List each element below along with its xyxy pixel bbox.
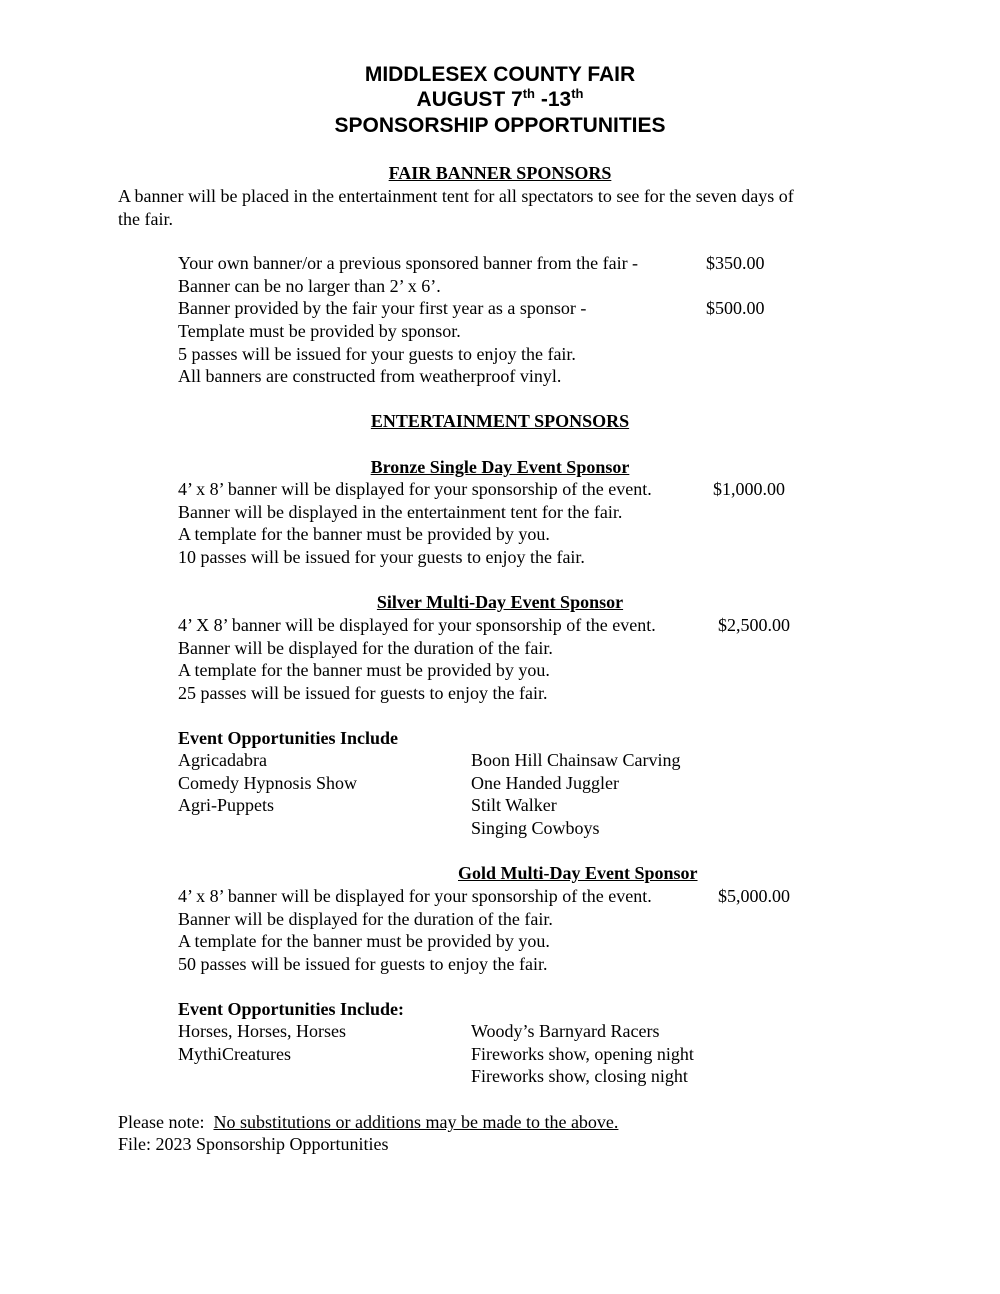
silver-detail-line: A template for the banner must be provided by you.	[178, 660, 550, 681]
event-item: Agricadabra	[178, 750, 267, 770]
dates-end-suffix: th	[571, 86, 584, 101]
bronze-detail-line: 4’ x 8’ banner will be displayed for your sponsorship of the event.	[178, 479, 652, 499]
bronze-details	[178, 478, 652, 569]
banner-detail-line: 5 passes will be issued for your guests to enjoy the fair.	[178, 343, 576, 364]
banner-detail-line: Banner can be no larger than 2’ x 6’.	[178, 275, 441, 296]
silver-detail-line: 4’ X 8’ banner will be displayed for your sponsorship of the event.	[178, 615, 656, 635]
note-text: No substitutions or additions may be made to the above.	[213, 1112, 619, 1132]
banner-detail-line: All banners are constructed from weatherproof vinyl.	[178, 366, 562, 387]
gold-detail-line: 50 passes will be issued for guests to enjoy the fair.	[178, 954, 548, 975]
gold-sponsor-heading: Gold Multi-Day Event Sponsor	[458, 863, 698, 883]
event-item: Horses, Horses, Horses	[178, 1021, 346, 1041]
fair-title: MIDDLESEX COUNTY FAIR	[364, 63, 636, 86]
event-item: One Handed Juggler	[471, 772, 619, 793]
bronze-detail-line: 10 passes will be issued for your guests to enjoy the fair.	[178, 547, 585, 568]
bronze-price: $1,000.00	[713, 479, 785, 499]
price-provided-banner: $500.00	[706, 298, 765, 318]
banner-intro-line-2: the fair.	[118, 209, 173, 229]
gold-events-right	[471, 1020, 694, 1088]
file-reference: File: 2023 Sponsorship Opportunities	[118, 1134, 389, 1154]
price-own-banner: $350.00	[706, 253, 765, 273]
banner-detail-line: Template must be provided by sponsor.	[178, 321, 461, 342]
gold-events-heading: Event Opportunities Include:	[178, 999, 405, 1019]
banner-intro-line-1: A banner will be placed in the entertainment tent for all spectators to see for the seven days of	[118, 186, 794, 206]
event-item: Agri-Puppets	[178, 795, 274, 816]
silver-detail-line: Banner will be displayed for the duration of the fair.	[178, 637, 553, 658]
page-title: SPONSORSHIP OPPORTUNITIES	[334, 114, 666, 137]
event-item: Comedy Hypnosis Show	[178, 772, 358, 793]
banner-detail-line: Your own banner/or a previous sponsored banner from the fair -	[178, 253, 639, 273]
footer-note	[118, 1111, 618, 1134]
banner-sponsors-heading: FAIR BANNER SPONSORS	[388, 163, 612, 183]
dates-start: AUGUST 7	[416, 88, 523, 111]
silver-price: $2,500.00	[718, 615, 790, 635]
banner-detail-line: Banner provided by the fair your first year as a sponsor -	[178, 298, 587, 319]
note-label: Please note:	[118, 1112, 205, 1132]
event-item: Singing Cowboys	[471, 818, 600, 839]
silver-events-heading: Event Opportunities Include	[178, 728, 399, 748]
event-item: MythiCreatures	[178, 1043, 291, 1064]
gold-events-left	[178, 1020, 346, 1065]
gold-detail-line: Banner will be displayed for the duration of the fair.	[178, 908, 553, 929]
fair-dates	[0, 87, 1000, 112]
banner-details	[178, 252, 638, 388]
bronze-detail-line: Banner will be displayed in the entertainment tent for the fair.	[178, 501, 623, 522]
silver-details	[178, 614, 656, 705]
silver-sponsor-heading: Silver Multi-Day Event Sponsor	[376, 592, 624, 612]
bronze-sponsor-heading: Bronze Single Day Event Sponsor	[370, 457, 630, 477]
silver-detail-line: 25 passes will be issued for guests to enjoy the fair.	[178, 683, 548, 704]
event-item: Fireworks show, opening night	[471, 1043, 694, 1064]
event-item: Stilt Walker	[471, 795, 557, 816]
event-item: Boon Hill Chainsaw Carving	[471, 750, 681, 770]
silver-events-right	[471, 749, 681, 840]
gold-price: $5,000.00	[718, 886, 790, 906]
event-item: Fireworks show, closing night	[471, 1066, 688, 1087]
event-item: Woody’s Barnyard Racers	[471, 1021, 660, 1041]
entertainment-sponsors-heading: ENTERTAINMENT SPONSORS	[370, 411, 630, 431]
silver-events-left	[178, 749, 357, 817]
gold-details	[178, 885, 652, 976]
bronze-detail-line: A template for the banner must be provided by you.	[178, 524, 550, 545]
gold-detail-line: 4’ x 8’ banner will be displayed for your sponsorship of the event.	[178, 886, 652, 906]
dates-start-suffix: th	[522, 86, 535, 101]
gold-detail-line: A template for the banner must be provided by you.	[178, 931, 550, 952]
dates-end: -13	[535, 88, 572, 111]
